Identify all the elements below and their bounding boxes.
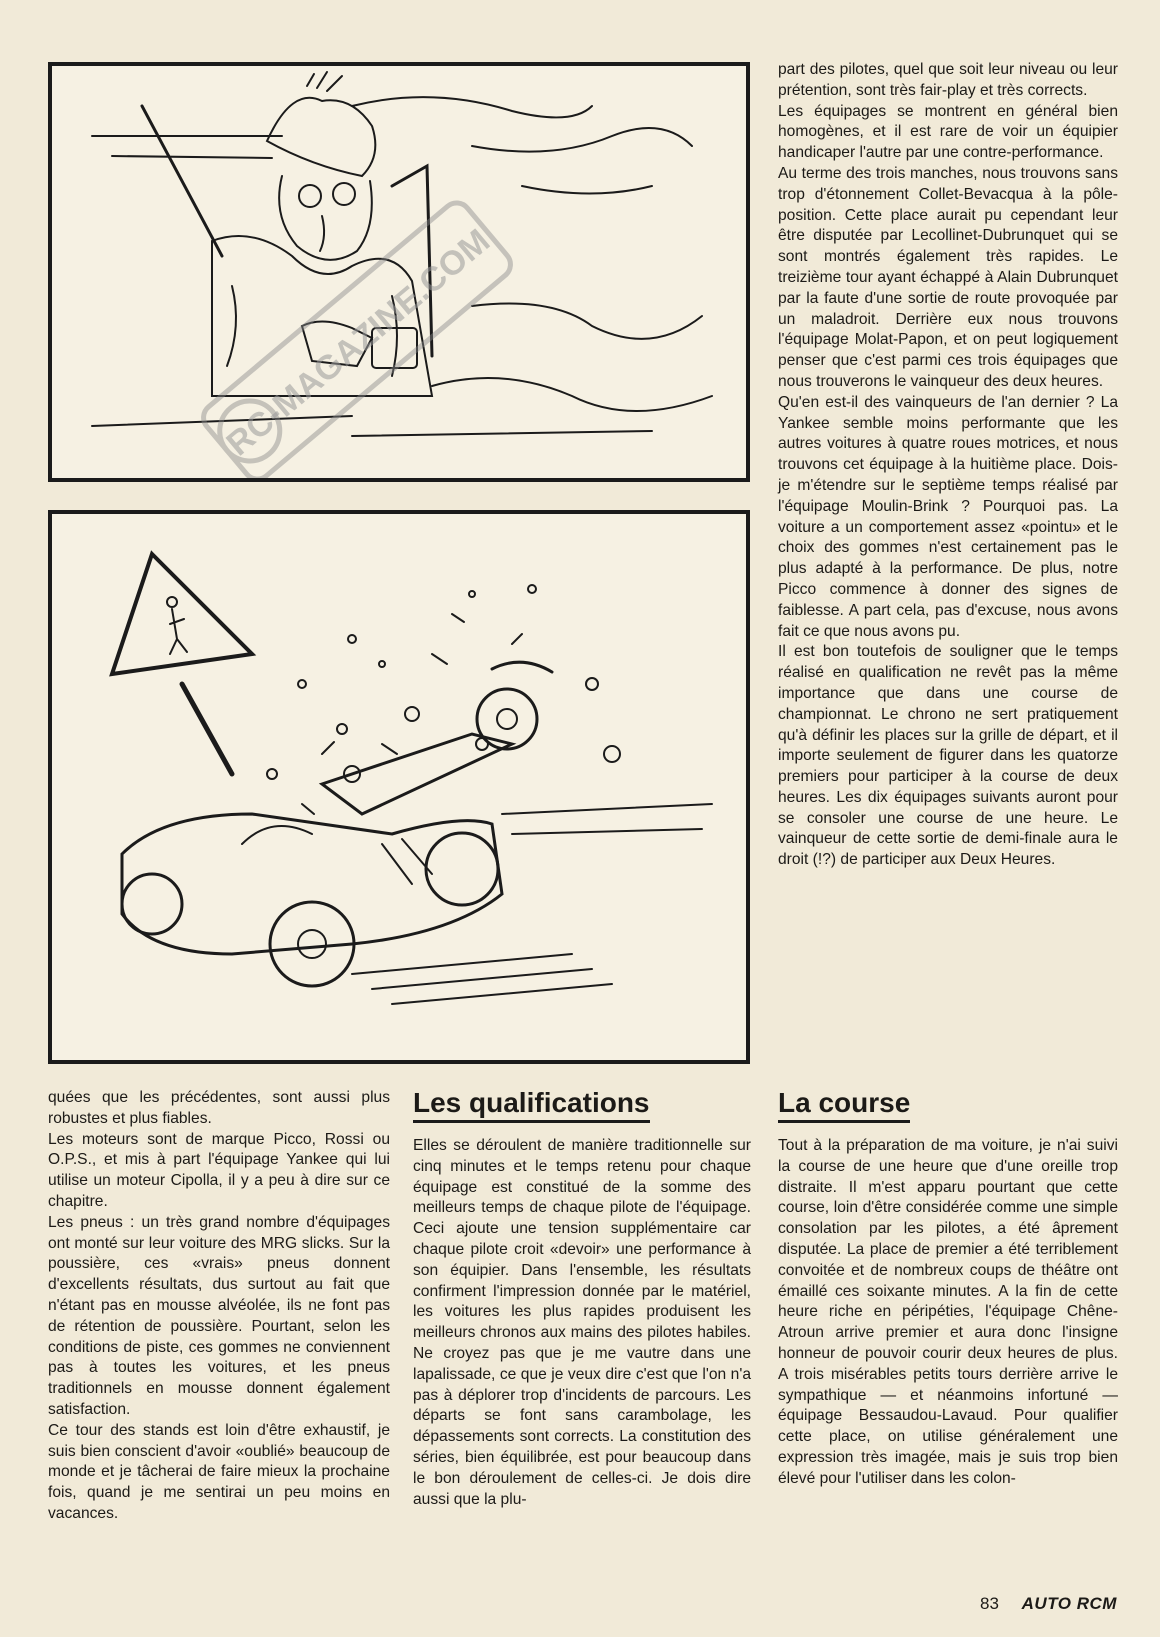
paragraph: Les pneus : un très grand nombre d'équipages ont monté sur leur voiture des MRG slicks. Sur la poussière, ces «vrais» pneus donnent d'excellents résultats, dus surtout au fait que n'étant pas en mousse alvéolée, ils ne font pas de rétention de poussière. Pourtant, selon les conditions de piste, ces gommes ne conviennent pas à toutes les voitures, et les pneus traditionnels en mousse donnent également satisfaction. xyxy=(48,1213,390,1418)
magazine-name: AUTO RCM xyxy=(1021,1594,1117,1613)
paragraph: quées que les précédentes, sont aussi plus robustes et plus fiables. xyxy=(48,1089,390,1127)
driver-winter-drawing xyxy=(52,66,746,478)
paragraph: Il est bon toutefois de souligner que le temps réalisé en qualification ne revêt pas la même importance que dans une course de championnat. Le chrono ne sert pratiquement qu'à définir les places sur la grille de départ, et il importe seulement de figurer dans les quatorze premiers pour participer à la course de deux heures. Les dix équipages suivants auront pour se consoler une course de une heure. Le vainqueur de cette sortie de demi-finale aura le droit (!?) de participer aux Deux Heures. xyxy=(778,643,1118,869)
watermark-text: RC-MAGAZINE.COM xyxy=(219,221,498,464)
paragraph: Les moteurs sont de marque Picco, Rossi ou O.P.S., et mis à part l'équipage Yankee qui lui utilise un moteur Cipolla, il y a peu à dire sur ce chapitre. xyxy=(48,1130,390,1210)
paragraph: Les équipages se montrent en général bien homogènes, et il est rare de voir un équipier handicaper l'autre par une contre-performance. xyxy=(778,102,1118,162)
article-column-2 xyxy=(413,1136,751,1510)
paragraph: Ce tour des stands est loin d'être exhaustif, je suis bien conscient d'avoir «oublié» beaucoup de monde et je tâcherai de faire mieux la prochaine fois, quand je me sentirai un peu moins en vacances. xyxy=(48,1421,390,1522)
paragraph: Qu'en est-il des vainqueurs de l'an dernier ? La Yankee semble moins performante que les autres voitures à quatre roues motrices, et nous trouvons cet équipage à la huitième place. Dois-je m'étendre sur le septième temps réalisé par l'équipage Moulin-Brink ? Pourquoi pas. La voiture a un comportement assez «pointu» et le choix des gommes n'est certainement pas le plus adapté à la performance. De plus, notre Picco commence à donner des signes de faiblesse. A part cela, pas d'excuse, nous avons fait ce que nous avons pu. xyxy=(778,393,1118,640)
paragraph: Au terme des trois manches, nous trouvons sans trop d'étonnement Collet-Bevacqua à la pôle-position. Cette place aurait pu cependant leur être disputée par Lecollinet-Dubrunquet qui se sont montrés également très rapides. Le treizième tour ayant échappé à Alain Dubrunquet par la faute d'une sortie de route provoquée par un maladroit. Derrière eux nous trouvons l'équipage Molat-Papon, et on peut logiquement penser que c'est parmi ces trois équipages que nous trouverons le vainqueur des deux heures. xyxy=(778,164,1118,390)
paragraph: part des pilotes, quel que soit leur niveau ou leur prétention, sont très fair-play et très corrects. xyxy=(778,61,1118,99)
article-column-right-top xyxy=(778,60,1118,871)
paragraph: Elles se déroulent de manière traditionnelle sur cinq minutes et le temps retenu pour chaque équipage est constitué de la somme des meilleurs temps de chaque pilote de l'équipage. Ceci ajoute une tension supplémentaire car chaque pilote croit «devoir» une performance à son équipier. Dans l'ensemble, les résultats confirment l'impression donnée par le matériel, les voitures les plus rapides produisent les meilleurs chronos aux mains des pilotes habiles. Ne croyez pas que je me vautre dans une lapalissade, ce que je veux dire c'est que l'on n'a pas à déplorer trop d'incidents de parcours. Les départs se font sans carambolage, les dépassements sont corrects. La constitution des séries, bien équilibrée, est pour beaucoup dans le bon déroulement de celles-ci. Je dois dire aussi que la plu- xyxy=(413,1137,751,1508)
page-footer xyxy=(980,1594,1117,1614)
paragraph: Tout à la préparation de ma voiture, je n'ai suivi la course de une heure que d'une oreille trop distraite. Il m'est apparu pourtant que cette course, loin d'être considérée comme une simple consolation par les pilotes, a été âprement disputée. La place de premier a été terriblement convoitée et de nombreux coups de théâtre ont émaillé ces soixante minutes. A la fin de cette heure riche en péripéties, l'équipage Chêne-Atroun arrive premier et aura donc l'insigne honneur de pouvoir courir deux heures de plus. A trois misérables petits tours derrière arrive le sympathique — et néanmoins infortuné — équipage Bessaudou-Lavaud. Pour qualifier cette place, on utilise généralement une expression très imagée, mais je suis trop bien élevé pour l'utiliser dans les colon- xyxy=(778,1137,1118,1487)
section-heading-course: La course xyxy=(778,1088,910,1123)
car-crash-drawing xyxy=(52,514,746,1060)
illustration-driver-winter xyxy=(48,62,750,482)
page-number: 83 xyxy=(980,1594,999,1613)
illustration-car-crash xyxy=(48,510,750,1064)
section-heading-qualifications: Les qualifications xyxy=(413,1088,650,1123)
article-column-1 xyxy=(48,1088,390,1525)
article-column-3 xyxy=(778,1136,1118,1490)
